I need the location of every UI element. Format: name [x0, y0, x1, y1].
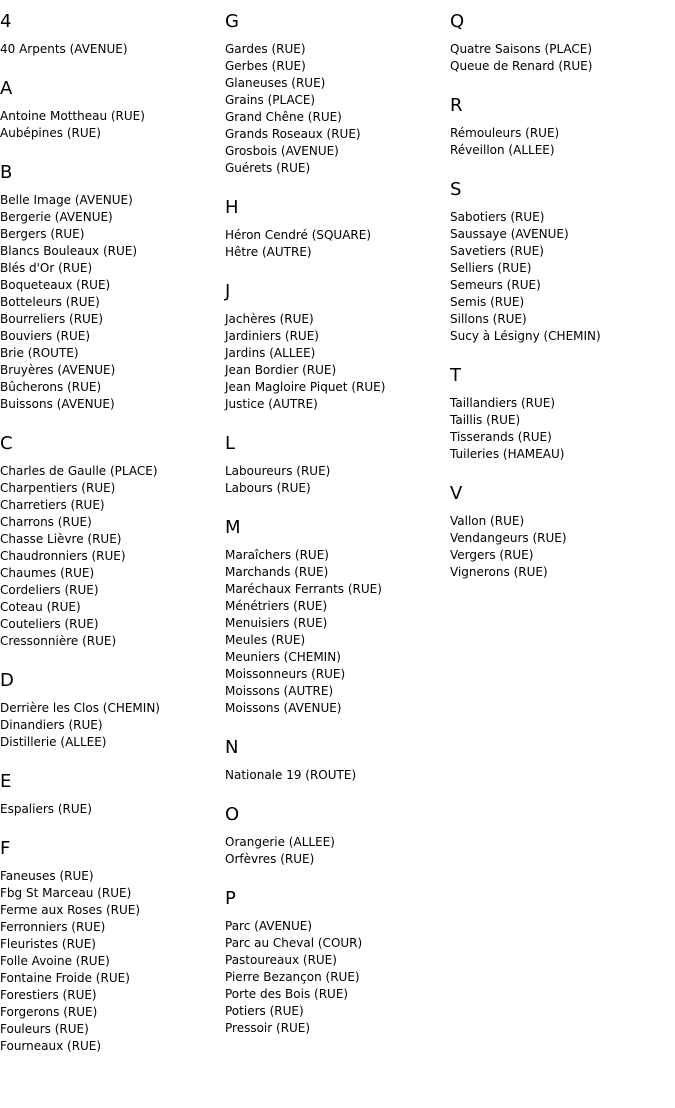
street-list: [225, 311, 450, 413]
letter-heading: 4: [0, 11, 12, 32]
street-link[interactable]: Bourreliers (RUE): [0, 312, 104, 326]
street-link[interactable]: Jean Magloire Piquet (RUE): [225, 380, 386, 394]
street-link[interactable]: Héron Cendré (SQUARE): [225, 228, 372, 242]
street-link[interactable]: Réveillon (ALLEE): [450, 143, 555, 157]
letter-group: [450, 11, 675, 75]
street-link[interactable]: Queue de Renard (RUE): [450, 59, 593, 73]
street-link[interactable]: Ménétriers (RUE): [225, 599, 328, 613]
letter-heading: V: [450, 483, 463, 504]
street-link[interactable]: Grosbois (AVENUE): [225, 144, 339, 158]
street-link[interactable]: Fleuristes (RUE): [0, 937, 96, 951]
street-link[interactable]: Vergers (RUE): [450, 548, 534, 562]
street-list: [0, 868, 225, 1055]
street-link[interactable]: Bruyères (AVENUE): [0, 363, 116, 377]
street-link[interactable]: Boqueteaux (RUE): [0, 278, 111, 292]
street-link[interactable]: Orangerie (ALLEE): [225, 835, 335, 849]
street-link[interactable]: Aubépines (RUE): [0, 126, 101, 140]
letter-heading: H: [225, 197, 239, 218]
index-column: [225, 0, 450, 1057]
street-link[interactable]: Moissons (AVENUE): [225, 701, 342, 715]
street-link[interactable]: Pressoir (RUE): [225, 1021, 311, 1035]
street-list: [225, 463, 450, 497]
street-link[interactable]: Forestiers (RUE): [0, 988, 97, 1002]
street-link[interactable]: Guérets (RUE): [225, 161, 311, 175]
letter-heading: Q: [450, 11, 465, 32]
street-list: [450, 125, 675, 159]
street-link[interactable]: Porte des Bois (RUE): [225, 987, 349, 1001]
letter-group: [450, 95, 675, 159]
street-link[interactable]: Botteleurs (RUE): [0, 295, 100, 309]
street-link[interactable]: Jean Bordier (RUE): [225, 363, 337, 377]
letter-group: [225, 888, 450, 1037]
street-link[interactable]: Potiers (RUE): [225, 1004, 304, 1018]
street-link[interactable]: Nationale 19 (ROUTE): [225, 768, 357, 782]
letter-group: [225, 11, 450, 177]
street-link[interactable]: Taillandiers (RUE): [450, 396, 556, 410]
street-list: [225, 547, 450, 717]
street-link[interactable]: Labours (RUE): [225, 481, 311, 495]
street-link[interactable]: Grands Roseaux (RUE): [225, 127, 361, 141]
letter-group: [225, 281, 450, 413]
street-list: [0, 801, 225, 818]
street-list: [0, 41, 225, 58]
street-list: [0, 108, 225, 142]
street-link[interactable]: Jardins (ALLEE): [225, 346, 316, 360]
street-link[interactable]: Bergers (RUE): [0, 227, 85, 241]
letter-heading: M: [225, 517, 241, 538]
letter-heading: G: [225, 11, 239, 32]
street-link[interactable]: Parc au Cheval (COUR): [225, 936, 363, 950]
letter-heading: B: [0, 162, 13, 183]
street-link[interactable]: Chaumes (RUE): [0, 566, 95, 580]
letter-group: [0, 838, 225, 1055]
street-link[interactable]: Coteau (RUE): [0, 600, 81, 614]
street-link[interactable]: Sucy à Lésigny (CHEMIN): [450, 329, 601, 343]
street-link[interactable]: Sillons (RUE): [450, 312, 527, 326]
street-link[interactable]: Grand Chêne (RUE): [225, 110, 342, 124]
street-link[interactable]: Moissonneurs (RUE): [225, 667, 346, 681]
index-column: [450, 0, 675, 601]
street-link[interactable]: Vallon (RUE): [450, 514, 525, 528]
street-link[interactable]: Savetiers (RUE): [450, 244, 544, 258]
street-link[interactable]: Antoine Mottheau (RUE): [0, 109, 145, 123]
street-link[interactable]: Meules (RUE): [225, 633, 306, 647]
street-link[interactable]: Grains (PLACE): [225, 93, 316, 107]
street-link[interactable]: Gardes (RUE): [225, 42, 306, 56]
letter-group: [450, 179, 675, 345]
street-link[interactable]: Fbg St Marceau (RUE): [0, 886, 132, 900]
street-list: [450, 395, 675, 463]
street-link[interactable]: Forgerons (RUE): [0, 1005, 98, 1019]
street-link[interactable]: Laboureurs (RUE): [225, 464, 331, 478]
street-list: [225, 834, 450, 868]
street-link[interactable]: Semeurs (RUE): [450, 278, 541, 292]
street-link[interactable]: Tuileries (HAMEAU): [450, 447, 565, 461]
letter-heading: N: [225, 737, 239, 758]
letter-heading: T: [450, 365, 461, 386]
street-link[interactable]: Ferme aux Roses (RUE): [0, 903, 141, 917]
street-link[interactable]: Quatre Saisons (PLACE): [450, 42, 593, 56]
street-link[interactable]: Maréchaux Ferrants (RUE): [225, 582, 382, 596]
street-list: [225, 918, 450, 1037]
street-link[interactable]: Charrons (RUE): [0, 515, 92, 529]
street-link[interactable]: Faneuses (RUE): [0, 869, 94, 883]
street-link[interactable]: Meuniers (CHEMIN): [225, 650, 341, 664]
letter-heading: S: [450, 179, 462, 200]
street-link[interactable]: Chaudronniers (RUE): [0, 549, 126, 563]
street-link[interactable]: Hêtre (AUTRE): [225, 245, 312, 259]
street-link[interactable]: Derrière les Clos (CHEMIN): [0, 701, 160, 715]
street-list: [450, 41, 675, 75]
street-link[interactable]: Blancs Bouleaux (RUE): [0, 244, 138, 258]
letter-group: [225, 197, 450, 261]
letter-group: [450, 365, 675, 463]
street-link[interactable]: Distillerie (ALLEE): [0, 735, 107, 749]
street-link[interactable]: Fouleurs (RUE): [0, 1022, 89, 1036]
letter-heading: D: [0, 670, 14, 691]
street-link[interactable]: Parc (AVENUE): [225, 919, 313, 933]
letter-group: [0, 670, 225, 751]
street-link[interactable]: Couteliers (RUE): [0, 617, 99, 631]
street-list: [225, 767, 450, 784]
street-link[interactable]: Fourneaux (RUE): [0, 1039, 102, 1053]
street-list: [450, 513, 675, 581]
letter-group: [225, 433, 450, 497]
street-link[interactable]: Marchands (RUE): [225, 565, 329, 579]
street-list: [0, 192, 225, 413]
letter-heading: R: [450, 95, 463, 116]
street-link[interactable]: Selliers (RUE): [450, 261, 532, 275]
letter-group: [225, 804, 450, 868]
street-link[interactable]: Menuisiers (RUE): [225, 616, 328, 630]
street-list: [0, 463, 225, 650]
letter-group: [0, 78, 225, 142]
letter-heading: P: [225, 888, 236, 909]
street-link[interactable]: Jardiniers (RUE): [225, 329, 319, 343]
street-link[interactable]: Glaneuses (RUE): [225, 76, 326, 90]
street-list: [0, 700, 225, 751]
street-link[interactable]: Jachères (RUE): [225, 312, 314, 326]
letter-heading: C: [0, 433, 13, 454]
street-link[interactable]: Saussaye (AVENUE): [450, 227, 569, 241]
street-link[interactable]: Pierre Bezançon (RUE): [225, 970, 360, 984]
letter-group: [450, 483, 675, 581]
letter-group: [0, 11, 225, 58]
letter-group: [0, 771, 225, 818]
street-link[interactable]: Rémouleurs (RUE): [450, 126, 560, 140]
letter-group: [0, 162, 225, 413]
street-link[interactable]: Chasse Lièvre (RUE): [0, 532, 122, 546]
letter-heading: O: [225, 804, 240, 825]
street-link[interactable]: Blés d'Or (RUE): [0, 261, 93, 275]
street-link[interactable]: Buissons (AVENUE): [0, 397, 115, 411]
street-link[interactable]: Cordeliers (RUE): [0, 583, 99, 597]
street-link[interactable]: Belle Image (AVENUE): [0, 193, 133, 207]
street-link[interactable]: Vignerons (RUE): [450, 565, 548, 579]
letter-heading: L: [225, 433, 236, 454]
street-link[interactable]: Dinandiers (RUE): [0, 718, 103, 732]
street-link[interactable]: Brie (ROUTE): [0, 346, 79, 360]
street-link[interactable]: Maraîchers (RUE): [225, 548, 329, 562]
street-list: [225, 227, 450, 261]
letter-heading: A: [0, 78, 13, 99]
street-list: [225, 41, 450, 177]
street-link[interactable]: Espaliers (RUE): [0, 802, 92, 816]
street-link[interactable]: Taillis (RUE): [450, 413, 521, 427]
letter-group: [0, 433, 225, 650]
street-link[interactable]: Charpentiers (RUE): [0, 481, 116, 495]
street-link[interactable]: Fontaine Froide (RUE): [0, 971, 130, 985]
street-link[interactable]: Justice (AUTRE): [225, 397, 318, 411]
index-column: [0, 0, 225, 1075]
street-link[interactable]: Semis (RUE): [450, 295, 525, 309]
street-link[interactable]: Bouviers (RUE): [0, 329, 91, 343]
letter-heading: F: [0, 838, 11, 859]
street-link[interactable]: 40 Arpents (AVENUE): [0, 42, 128, 56]
street-link[interactable]: Bergerie (AVENUE): [0, 210, 113, 224]
letter-group: [225, 517, 450, 717]
street-link[interactable]: Bûcherons (RUE): [0, 380, 102, 394]
street-link[interactable]: Charretiers (RUE): [0, 498, 105, 512]
street-link[interactable]: Vendangeurs (RUE): [450, 531, 567, 545]
street-link[interactable]: Folle Avoine (RUE): [0, 954, 110, 968]
street-link[interactable]: Cressonnière (RUE): [0, 634, 117, 648]
letter-group: [225, 737, 450, 784]
street-link[interactable]: Sabotiers (RUE): [450, 210, 545, 224]
letter-heading: J: [225, 281, 231, 302]
street-link[interactable]: Gerbes (RUE): [225, 59, 306, 73]
street-link[interactable]: Charles de Gaulle (PLACE): [0, 464, 158, 478]
street-link[interactable]: Tisserands (RUE): [450, 430, 552, 444]
street-link[interactable]: Moissons (AUTRE): [225, 684, 334, 698]
street-list: [450, 209, 675, 345]
street-link[interactable]: Pastoureaux (RUE): [225, 953, 337, 967]
street-link[interactable]: Orfèvres (RUE): [225, 852, 315, 866]
street-link[interactable]: Ferronniers (RUE): [0, 920, 106, 934]
letter-heading: E: [0, 771, 12, 792]
